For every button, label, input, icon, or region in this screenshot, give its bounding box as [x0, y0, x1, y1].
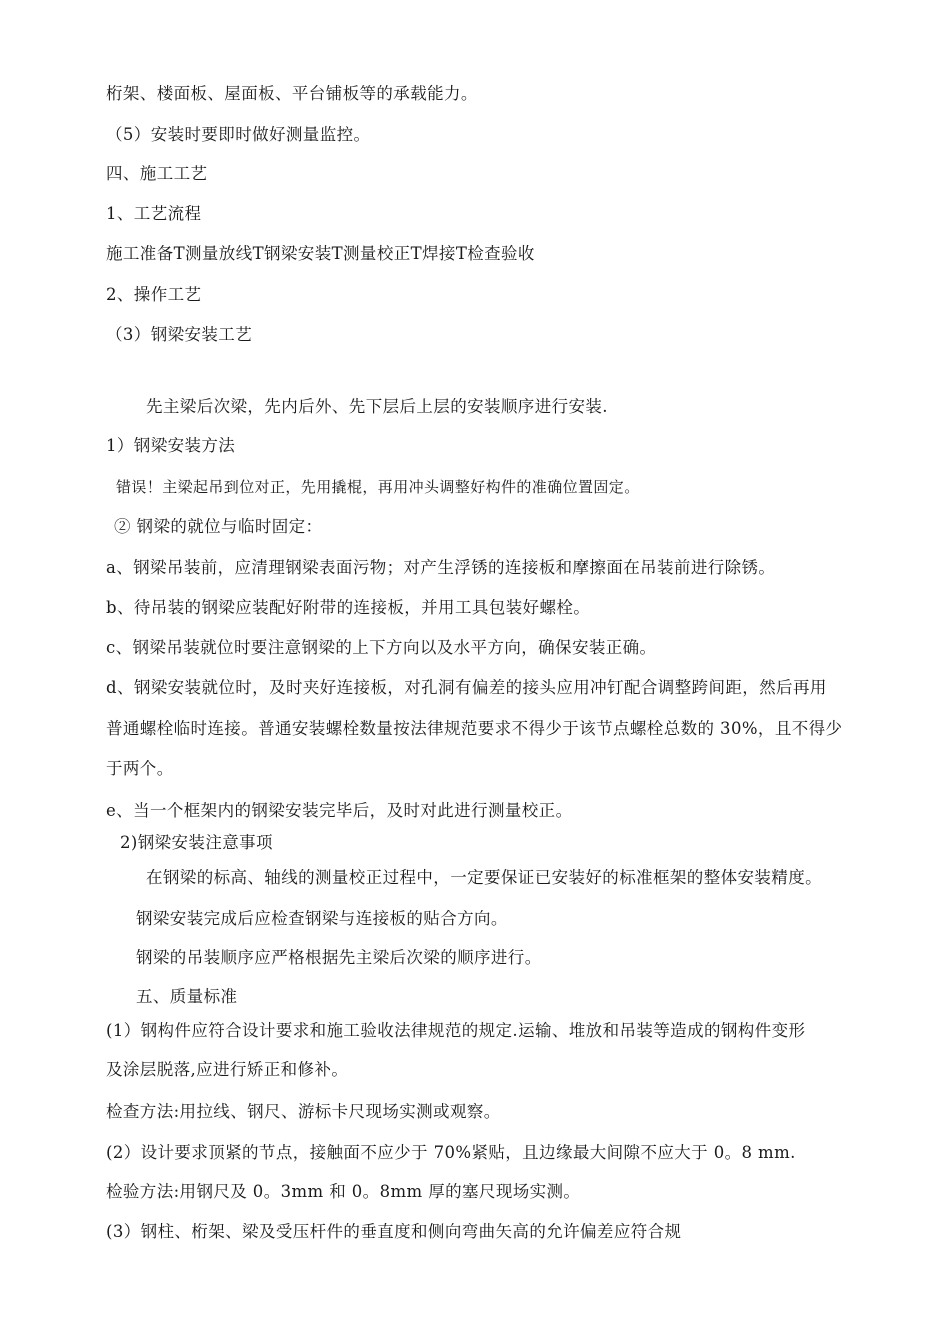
subsection-heading: 1、工艺流程: [106, 204, 202, 223]
text-line: c、钢梁吊装就位时要注意钢梁的上下方向以及水平方向，确保安装正确。: [106, 638, 657, 657]
text-line: ② 钢梁的就位与临时固定：: [114, 517, 323, 536]
text-line: 普通螺栓临时连接。普通安装螺栓数量按法律规范要求不得少于该节点螺栓总数的 30%，且不得少: [106, 719, 843, 738]
text-line: e、当一个框架内的钢梁安装完毕后，及时对此进行测量校正。: [106, 801, 573, 820]
subsection-heading: 2、操作工艺: [106, 285, 202, 304]
text-line: 及涂层脱落,应进行矫正和修补。: [106, 1060, 349, 1079]
text-line: (1）钢构件应符合设计要求和施工验收法律规范的规定.运输、堆放和吊装等造成的钢构件变形: [106, 1021, 806, 1040]
text-line: 先主梁后次梁，先内后外、先下层后上层的安装顺序进行安装.: [146, 397, 608, 416]
subsection-heading: 1）钢梁安装方法: [106, 436, 236, 455]
text-line: d、钢梁安装就位时，及时夹好连接板，对孔洞有偏差的接头应用冲钉配合调整跨间距，然后再用: [106, 678, 827, 697]
text-line: (3）钢柱、桁架、梁及受压杆件的垂直度和侧向弯曲矢高的允许偏差应符合规: [106, 1222, 682, 1241]
text-line: 钢梁安装完成后应检查钢梁与连接板的贴合方向。: [136, 909, 508, 928]
section-heading: 五、质量标准: [136, 987, 238, 1006]
text-line: a、钢梁吊装前，应清理钢梁表面污物；对产生浮锈的连接板和摩擦面在吊装前进行除锈。: [106, 558, 776, 577]
text-line: 于两个。: [106, 759, 174, 778]
text-line: 检验方法:用钢尺及 0。3mm 和 0。8mm 厚的塞尺现场实测。: [106, 1182, 581, 1201]
text-line: (2）设计要求顶紧的节点，接触面不应少于 70%紧贴，且边缘最大间隙不应大于 0。8 mm.: [106, 1143, 796, 1162]
text-line: （5）安装时要即时做好测量监控。: [106, 125, 371, 144]
text-line: 错误！主梁起吊到位对正，先用撬棍，再用冲头调整好构件的准确位置固定。: [116, 478, 640, 496]
text-line: 施工准备T测量放线T钢梁安装T测量校正T焊接T检查验收: [106, 244, 535, 263]
subsection-heading: （3）钢梁安装工艺: [106, 325, 253, 344]
section-heading: 四、施工工艺: [106, 164, 208, 183]
text-line: 在钢梁的标高、轴线的测量校正过程中，一定要保证已安装好的标准框架的整体安装精度。: [146, 868, 822, 887]
text-line: 检查方法:用拉线、钢尺、游标卡尺现场实测或观察。: [106, 1102, 501, 1121]
text-line: 钢梁的吊装顺序应严格根据先主梁后次梁的顺序进行。: [136, 948, 542, 967]
text-line: b、待吊装的钢梁应装配好附带的连接板，并用工具包装好螺栓。: [106, 598, 591, 617]
text-line: 桁架、楼面板、屋面板、平台铺板等的承载能力。: [106, 84, 478, 103]
subsection-heading: 2)钢梁安装注意事项: [120, 833, 273, 852]
